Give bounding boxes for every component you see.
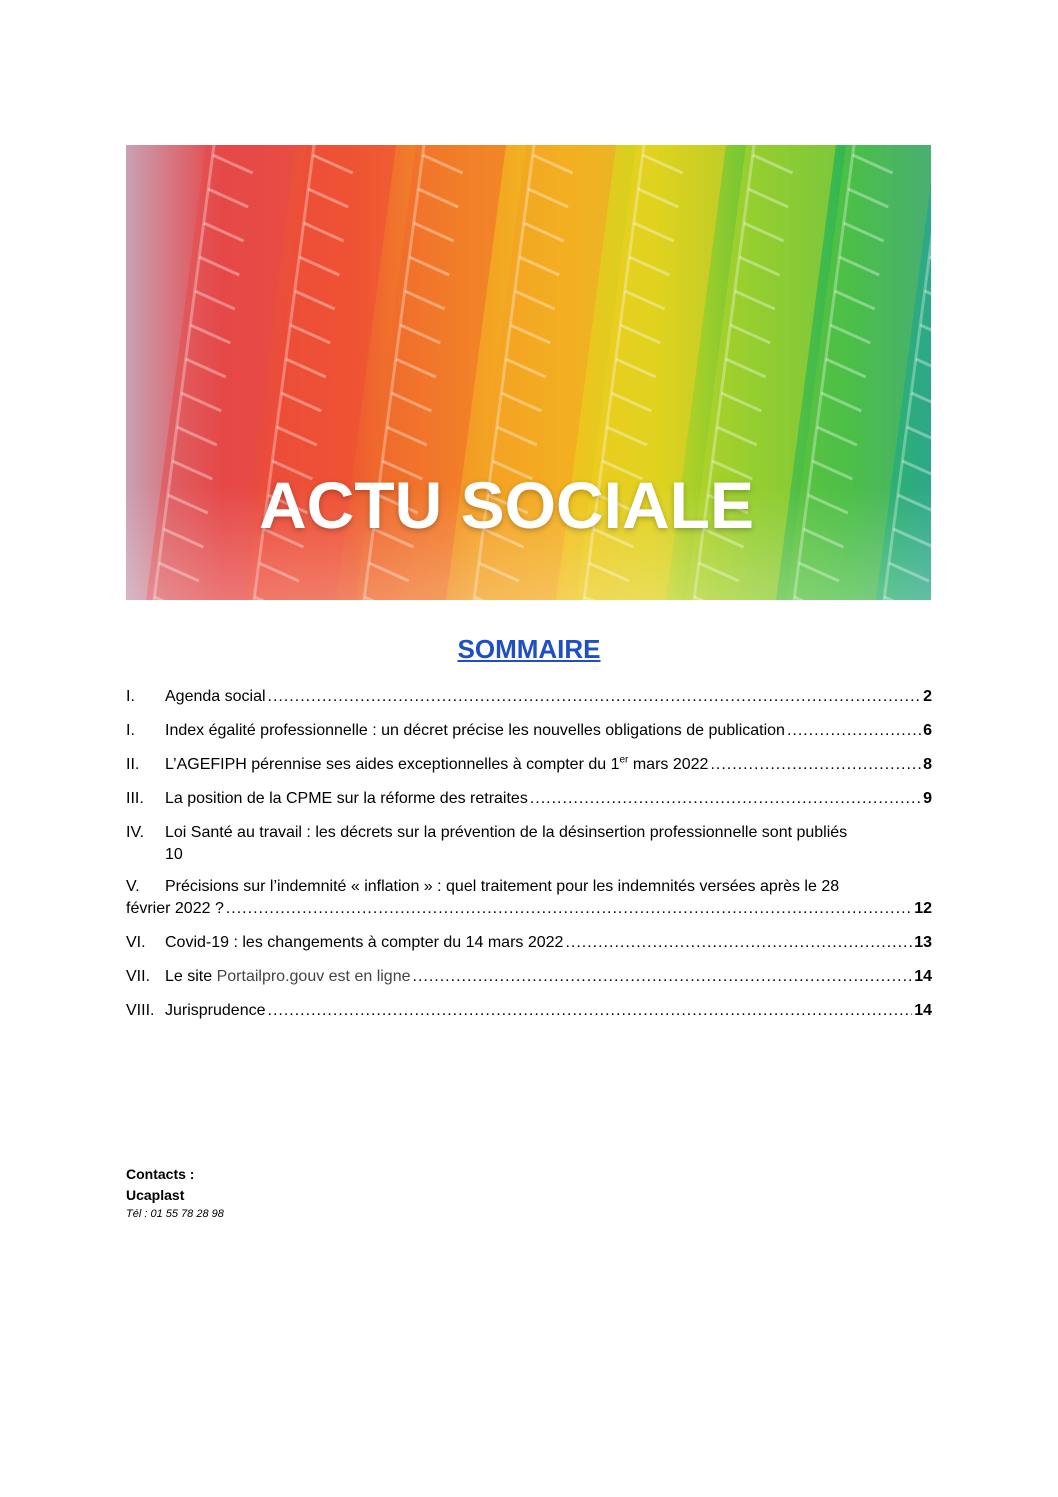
toc-label: Précisions sur l’indemnité « inflation » : quel traitement pour les indemnités versées après le 28 (165, 878, 840, 895)
toc-number: I. (126, 722, 135, 739)
toc-label: Loi Santé au travail : les décrets sur la prévention de la désinsertion professionnelle sont publiés (165, 824, 848, 841)
toc-number: VIII. (126, 1002, 155, 1019)
contacts-organization: Ucaplast (126, 1187, 185, 1203)
table-of-contents (126, 686, 932, 1034)
toc-leader (268, 1000, 913, 1022)
toc-page: 14 (914, 1002, 932, 1019)
toc-label-text: mars 2022 (628, 756, 709, 773)
toc-entry[interactable] (126, 720, 932, 742)
toc-label: Agenda social (165, 688, 266, 705)
toc-label: Jurisprudence (165, 1002, 266, 1019)
toc-entry[interactable] (126, 1000, 932, 1022)
toc-entry[interactable] (126, 822, 932, 866)
toc-page: 14 (914, 968, 932, 985)
toc-entry[interactable] (126, 686, 932, 708)
toc-leader (787, 720, 921, 742)
toc-page: 6 (923, 722, 932, 739)
toc-number: VII. (126, 968, 151, 985)
toc-number: II. (126, 756, 140, 773)
toc-entry[interactable] (126, 788, 932, 810)
toc-label (165, 966, 411, 988)
toc-leader (226, 898, 912, 920)
toc-label-text: Le site (165, 968, 217, 985)
toc-page: 12 (914, 900, 932, 917)
toc-leader (710, 754, 921, 776)
toc-entry[interactable] (126, 932, 932, 954)
toc-page: 13 (914, 934, 932, 951)
cover-image (126, 145, 931, 600)
toc-leader (530, 788, 921, 810)
contacts-heading: Contacts : (126, 1166, 195, 1182)
toc-page: 9 (923, 790, 932, 807)
toc-label-text: L’AGEFIPH pérennise ses aides exceptionnelles à compter du 1 (165, 756, 620, 773)
toc-number: V. (126, 878, 140, 895)
toc-label-link-text: Portailpro.gouv est en ligne (216, 968, 411, 985)
toc-leader (565, 932, 912, 954)
toc-label: Index égalité professionnelle : un décret précise les nouvelles obligations de publication (165, 722, 785, 739)
cover-title: ACTU SOCIALE (259, 468, 754, 542)
toc-label: Covid-19 : les changements à compter du 14 mars 2022 (165, 934, 564, 951)
toc-label (165, 754, 708, 776)
toc-entry[interactable] (126, 966, 932, 988)
toc-label: La position de la CPME sur la réforme des retraites (165, 790, 528, 807)
toc-page: 2 (923, 688, 932, 705)
toc-leader (268, 686, 922, 708)
toc-label-superscript: er (619, 754, 629, 766)
toc-number: III. (126, 790, 144, 807)
toc-number: I. (126, 688, 135, 705)
toc-entry[interactable] (126, 876, 932, 920)
toc-entry[interactable] (126, 754, 932, 776)
contacts-block (126, 1164, 224, 1222)
toc-leader (413, 966, 913, 988)
toc-label-continued: février 2022 ? (126, 900, 224, 917)
toc-page: 8 (923, 756, 932, 773)
toc-page: 10 (165, 846, 183, 863)
toc-number: VI. (126, 934, 146, 951)
contacts-phone: Tél : 01 55 78 28 98 (126, 1208, 224, 1220)
toc-number: IV. (126, 824, 145, 841)
sommaire-heading: SOMMAIRE (457, 634, 601, 664)
